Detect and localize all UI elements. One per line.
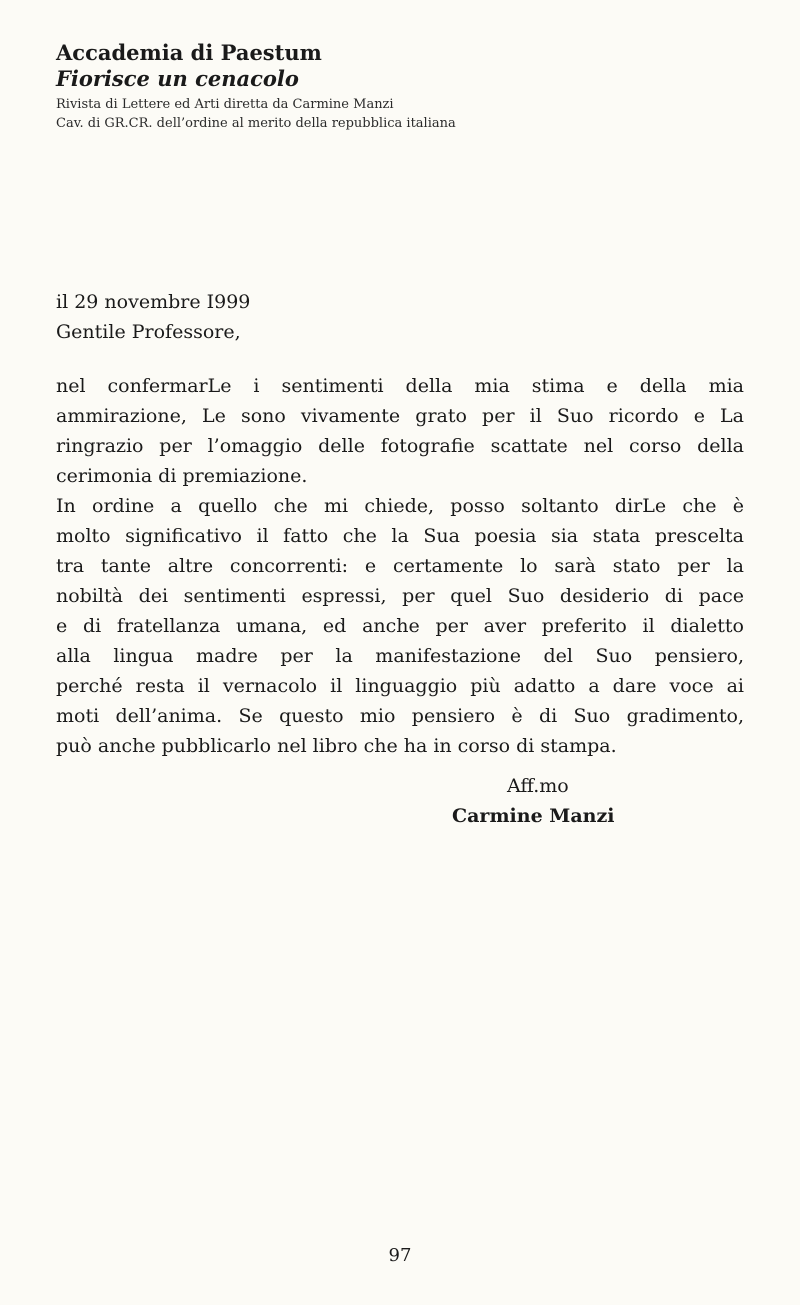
body-line: cerimonia di premiazione. <box>56 465 308 487</box>
letterhead-subtitle: Fiorisce un cenacolo <box>56 66 299 91</box>
page-number: 97 <box>388 1245 412 1266</box>
body-line: alla lingua madre per la manifestazione del Suo pensiero, <box>56 645 744 667</box>
body-line: nobiltà dei sentimenti espressi, per quel Suo desiderio di pace <box>56 585 744 607</box>
body-line: nel confermarLe i sentimenti della mia stima e della mia <box>56 375 744 397</box>
body-line: e di fratellanza umana, ed anche per aver preferito il dialetto <box>56 615 744 637</box>
body-line: perché resta il vernacolo il linguaggio più adatto a dare voce ai <box>56 675 744 697</box>
body-line: tra tante altre concorrenti: e certamente lo sarà stato per la <box>56 555 744 577</box>
letterhead <box>56 40 656 133</box>
body-line: moti dell’anima. Se questo mio pensiero è di Suo gradimento, <box>56 705 744 727</box>
body-line: ammirazione, Le sono vivamente grato per il Suo ricordo e La <box>56 405 744 427</box>
body-line: In ordine a quello che mi chiede, posso soltanto dirLe che è <box>56 495 744 517</box>
letterhead-honor: Cav. di GR.CR. dell’ordine al merito della repubblica italiana <box>56 116 456 131</box>
body-line: ringrazio per l’omaggio delle fotografie scattate nel corso della <box>56 435 744 457</box>
letter-closing: Aff.mo <box>507 775 569 797</box>
letter-greeting: Gentile Professore, <box>56 321 241 343</box>
letterhead-description: Rivista di Lettere ed Arti diretta da Carmine Manzi <box>56 97 394 112</box>
letter-date: il 29 novembre I999 <box>56 291 251 313</box>
letter-body <box>56 371 744 761</box>
letterhead-title: Accademia di Paestum <box>56 40 322 65</box>
body-line: molto significativo il fatto che la Sua poesia sia stata prescelta <box>56 525 744 547</box>
body-line: può anche pubblicarlo nel libro che ha in corso di stampa. <box>56 735 617 757</box>
letter-signature: Carmine Manzi <box>452 805 615 827</box>
